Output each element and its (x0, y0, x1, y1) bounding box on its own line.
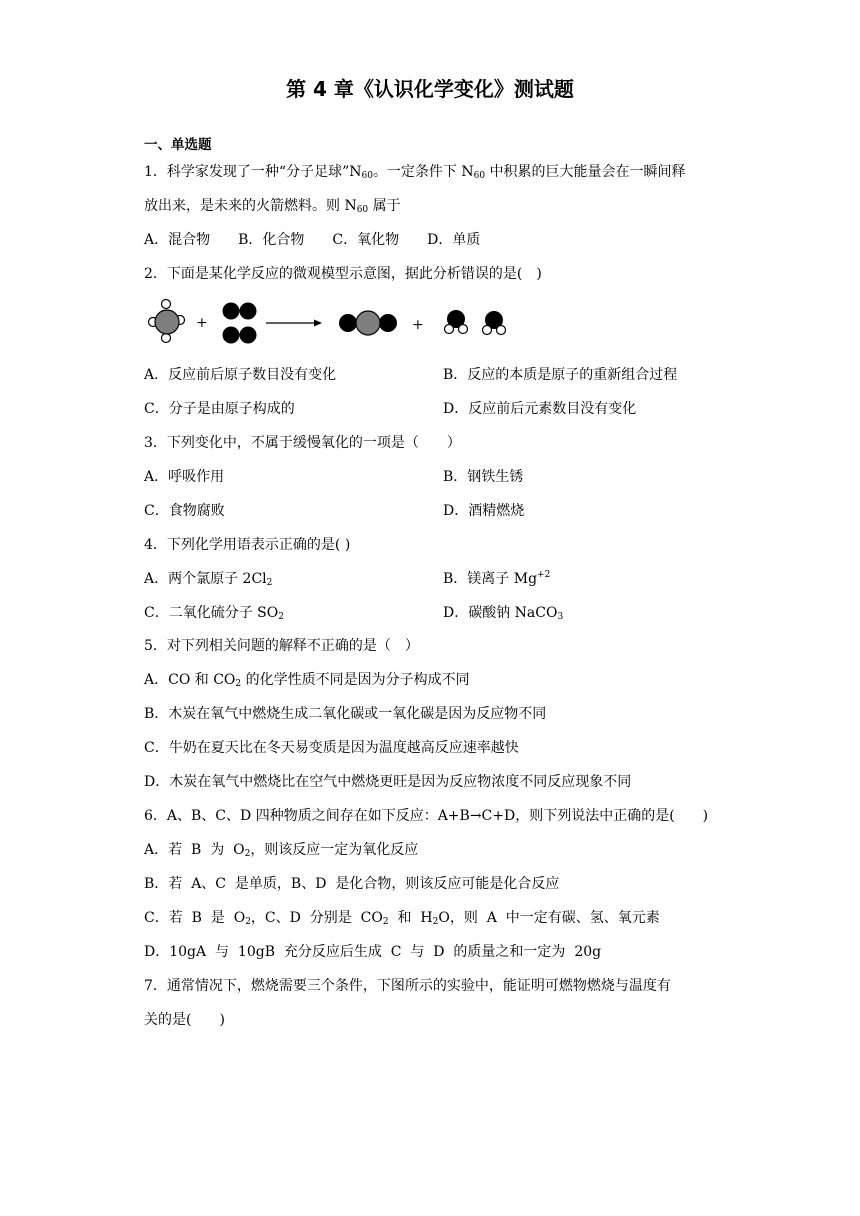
q4-option-d: D．碳酸钠 NaCO$_3$ (443, 605, 564, 622)
q7-stem-line1: 7．通常情况下，燃烧需要三个条件，下图所示的实验中，能证明可燃物燃烧与温度有 (144, 978, 671, 994)
page-title: 第 4 章《认识化学变化》测试题 (286, 77, 574, 101)
reactant-molecule-1 (149, 300, 185, 343)
q3-option-d: D．酒精燃烧 (443, 503, 525, 519)
section-heading: 一、单选题 (144, 137, 212, 153)
product-molecule-2 (445, 310, 506, 335)
product-molecule-1 (339, 311, 397, 335)
q3-stem: 3．下列变化中，不属于缓慢氧化的一项是（ ） (144, 435, 461, 451)
plus-sign-2: + (412, 317, 424, 333)
reaction-model-diagram (144, 294, 524, 350)
q2-option-a: A．反应前后原子数目没有变化 (144, 367, 337, 383)
q4-option-b: B．镁离子 $Mg^{+2}$ (443, 570, 551, 587)
q2-option-b: B．反应的本质是原子的重新组合过程 (443, 367, 678, 383)
q2-stem: 2．下面是某化学反应的微观模型示意图，据此分析错误的是( ) (144, 266, 542, 282)
q5-option-a: A．CO 和 $CO_2$ 的化学性质不同是因为分子构成不同 (144, 672, 470, 689)
q2-option-c: C．分子是由原子构成的 (144, 401, 295, 417)
q1-stem-line1: 1．科学家发现了一种“分子足球$”N_{60}$。一定条件下 $N_{60}$ 中积累的巨大能量会在一瞬间释 (144, 164, 686, 181)
q5-option-b: B．木炭在氧气中燃烧生成二氧化碳或一氧化碳是因为反应物不同 (144, 706, 547, 722)
q6-option-b: B．若 A、C 是单质，B、D 是化合物，则该反应可能是化合反应 (144, 876, 560, 892)
q7-stem-line2: 关的是( ) (144, 1012, 225, 1028)
q6-option-d: D．10gA 与 10gB 充分反应后生成 C 与 D 的质量之和一定为 20g (144, 944, 602, 960)
reaction-arrow (266, 320, 322, 327)
q3-option-c: C．食物腐败 (144, 503, 225, 519)
q1-stem-line2: 放出来，是未来的火箭燃料。则 $N_{60}$ 属于 (144, 198, 401, 215)
plus-sign-1: + (196, 315, 208, 331)
reactant-molecule-2 (223, 303, 257, 344)
q6-stem: 6．A、B、C、D 四种物质之间存在如下反应：A+B→C+D，则下列说法中正确的是( ) (144, 808, 709, 824)
q3-option-a: A．呼吸作用 (144, 469, 225, 485)
q4-stem: 4．下列化学用语表示正确的是( ) (144, 537, 351, 553)
q1-options: A．混合物 B．化合物 C．氧化物 D．单质 (144, 232, 481, 248)
q5-option-c: C．牛奶在夏天比在冬天易变质是因为温度越高反应速率越快 (144, 740, 519, 756)
q4-option-a: A．两个氯原子 $2Cl_2$ (144, 571, 273, 588)
q5-option-d: D．木炭在氧气中燃烧比在空气中燃烧更旺是因为反应物浓度不同反应现象不同 (144, 774, 632, 790)
q5-stem: 5．对下列相关问题的解释不正确的是（ ） (144, 638, 419, 654)
q4-option-c: C．二氧化硫分子 $SO_2$ (144, 605, 284, 622)
q2-option-d: D．反应前后元素数目没有变化 (443, 401, 637, 417)
q3-option-b: B．钢铁生锈 (443, 469, 524, 485)
q6-option-a: A．若 B 为 $O_2$，则该反应一定为氧化反应 (144, 842, 419, 859)
q6-option-c: C．若 B 是 $O_2$，C、D 分别是 $CO_2$ 和 $H_2O$，则 A 中一定有碳、氢、氧元素 (144, 910, 660, 927)
